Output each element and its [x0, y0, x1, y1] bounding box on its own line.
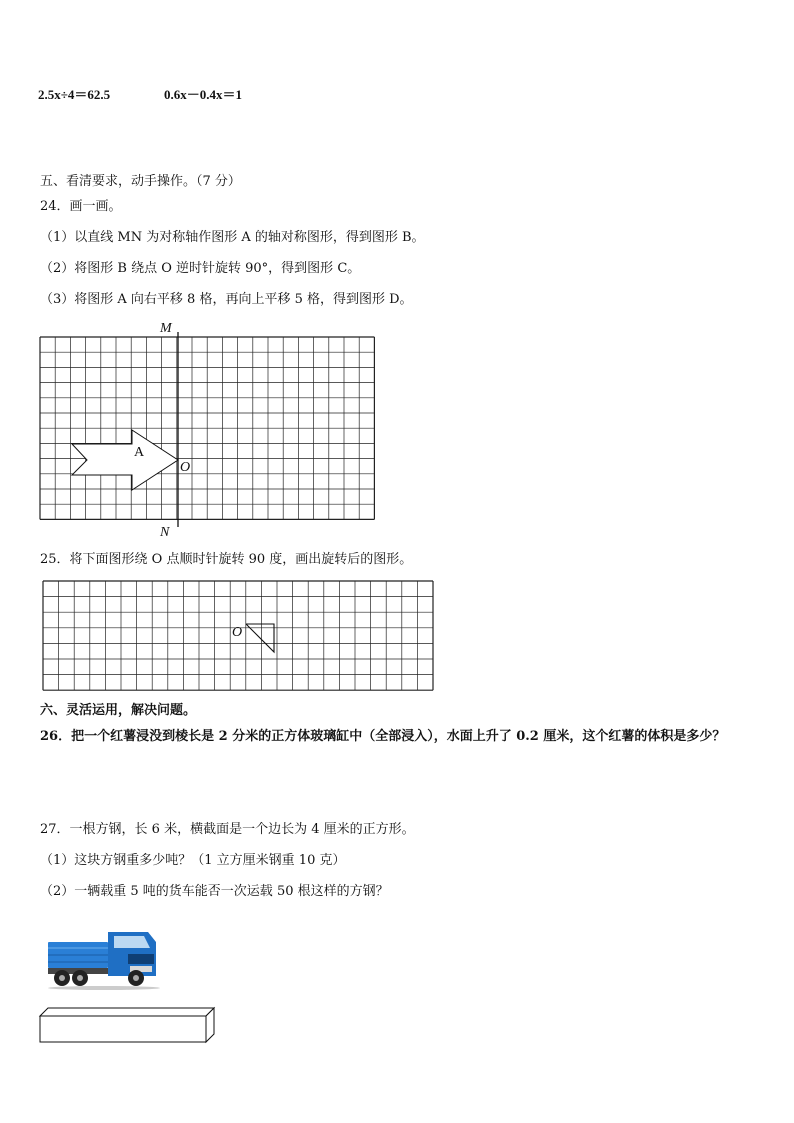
q26-text: 26．把一个红薯浸没到棱长是 2 分米的正方体玻璃缸中（全部浸入），水面上升了 0.2 厘米，这个红薯的体积是多少？ — [40, 729, 726, 744]
equation-1: 2.5x÷4＝62.5 — [38, 87, 111, 102]
q24-item-3: （3）将图形 A 向右平移 8 格，再向上平移 5 格，得到图形 D。 — [40, 292, 413, 307]
q25-title: 25．将下面图形绕 O 点顺时针旋转 90 度，画出旋转后的图形。 — [40, 552, 413, 567]
label-o-q24: O — [180, 460, 191, 475]
q25-shape — [246, 624, 274, 652]
equation-2: 0.6x－0.4x＝1 — [164, 87, 243, 102]
section-6-title: 六、灵活运用，解决问题。 — [40, 703, 197, 718]
steel-bar-image — [38, 1006, 214, 1046]
label-m: M — [160, 321, 172, 336]
q27-item-2: （2）一辆载重 5 吨的货车能否一次运载 50 根这样的方钢？ — [40, 884, 389, 899]
q27-item-1: （1）这块方钢重多少吨？（1 立方厘米钢重 10 克） — [40, 853, 346, 868]
section-5-title: 五、看清要求，动手操作。（7 分） — [40, 174, 241, 189]
truck-image — [44, 920, 164, 990]
q24-item-2: （2）将图形 B 绕点 O 逆时针旋转 90°，得到图形 C。 — [40, 261, 361, 276]
q24-item-1: （1）以直线 MN 为对称轴作图形 A 的轴对称图形，得到图形 B。 — [40, 230, 425, 245]
label-o-q25: O — [232, 625, 243, 640]
label-shape-a: A — [134, 445, 145, 460]
q24-title: 24．画一画。 — [40, 199, 122, 214]
q27-title: 27．一根方钢，长 6 米，横截面是一个边长为 4 厘米的正方形。 — [40, 822, 415, 837]
label-n: N — [160, 525, 170, 540]
